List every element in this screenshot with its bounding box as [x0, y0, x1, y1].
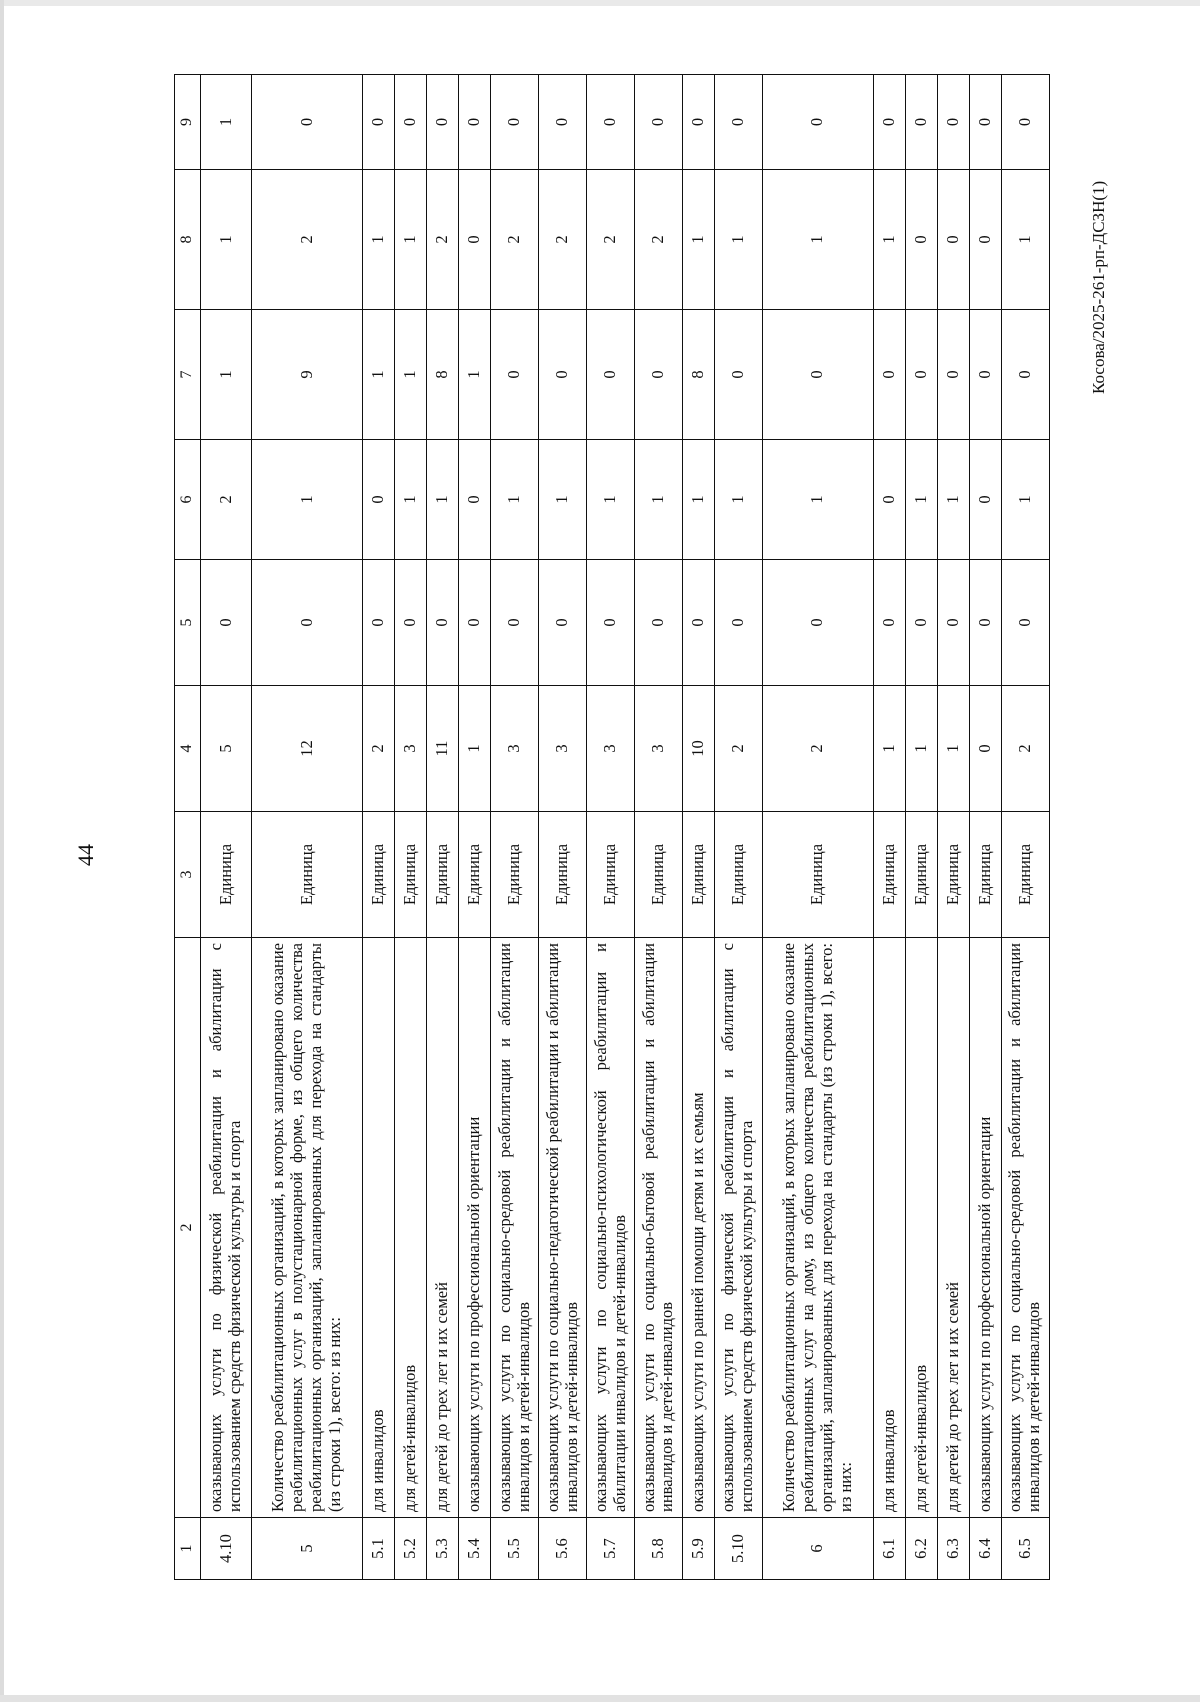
col-header-4: 4: [175, 686, 201, 812]
rotated-table-container: [174, 75, 1050, 1580]
row-name: оказывающих услуги по социально-средовой реабилитации и абилитации инвалидов и детей-инвалидов: [1001, 938, 1049, 1518]
row-code: 6.5: [1001, 1518, 1049, 1580]
footer-code-container: [1087, 180, 1111, 394]
row-name: оказывающих услуги по профессиональной ориентации: [969, 938, 1001, 1518]
row-value-col8: 2: [491, 170, 539, 310]
row-value-col5: 0: [491, 560, 539, 686]
row-code: 6.4: [969, 1518, 1001, 1580]
row-value-col5: 0: [427, 560, 459, 686]
col-header-1: 1: [175, 1518, 201, 1580]
row-value-col4: 2: [363, 686, 395, 812]
row-value-col4: 1: [459, 686, 491, 812]
row-unit: Единица: [201, 812, 252, 938]
row-value-col5: 0: [762, 560, 873, 686]
row-code: 6.1: [873, 1518, 905, 1580]
table-row: [491, 75, 539, 1580]
col-header-6: 6: [175, 440, 201, 560]
row-value-col5: 0: [395, 560, 427, 686]
row-value-col8: 2: [635, 170, 683, 310]
row-name: для инвалидов: [873, 938, 905, 1518]
row-value-col5: 0: [937, 560, 969, 686]
row-value-col5: 0: [635, 560, 683, 686]
row-value-col5: 0: [201, 560, 252, 686]
row-value-col8: 1: [762, 170, 873, 310]
row-value-col4: 2: [1001, 686, 1049, 812]
row-value-col9: 0: [937, 75, 969, 170]
scan-edge-left: [0, 0, 4, 1702]
row-code: 5.8: [635, 1518, 683, 1580]
row-value-col6: 0: [363, 440, 395, 560]
table-row: [427, 75, 459, 1580]
table-row: [714, 75, 762, 1580]
row-value-col5: 0: [539, 560, 587, 686]
row-value-col8: 0: [905, 170, 937, 310]
row-unit: Единица: [1001, 812, 1049, 938]
row-value-col6: 1: [539, 440, 587, 560]
row-unit: Единица: [873, 812, 905, 938]
row-value-col5: 0: [252, 560, 363, 686]
row-unit: Единица: [905, 812, 937, 938]
row-value-col6: 1: [252, 440, 363, 560]
row-name: для детей до трех лет и их семей: [427, 938, 459, 1518]
row-value-col6: 1: [635, 440, 683, 560]
row-value-col7: 0: [714, 310, 762, 440]
row-name: оказывающих услуги по социально-средовой реабилитации и абилитации инвалидов и детей-инвалидов: [491, 938, 539, 1518]
row-name: оказывающих услуги по социально-психологической реабилитации и абилитации инвалидов и детей-инвалидов: [587, 938, 635, 1518]
row-unit: Единица: [969, 812, 1001, 938]
row-code: 5.1: [363, 1518, 395, 1580]
row-name: оказывающих услуги по профессиональной ориентации: [459, 938, 491, 1518]
row-value-col9: 0: [539, 75, 587, 170]
row-value-col8: 0: [969, 170, 1001, 310]
row-unit: Единица: [635, 812, 683, 938]
row-value-col6: 1: [491, 440, 539, 560]
row-value-col7: 1: [363, 310, 395, 440]
row-code: 5.10: [714, 1518, 762, 1580]
row-value-col4: 10: [682, 686, 714, 812]
row-value-col9: 0: [873, 75, 905, 170]
table-row: [682, 75, 714, 1580]
row-value-col9: 0: [427, 75, 459, 170]
row-value-col9: 0: [252, 75, 363, 170]
table-row: [252, 75, 363, 1580]
row-value-col6: 0: [969, 440, 1001, 560]
col-header-9: 9: [175, 75, 201, 170]
row-value-col6: 0: [459, 440, 491, 560]
row-unit: Единица: [459, 812, 491, 938]
row-value-col7: 0: [905, 310, 937, 440]
row-name: для инвалидов: [363, 938, 395, 1518]
row-value-col8: 2: [427, 170, 459, 310]
row-value-col7: 0: [587, 310, 635, 440]
row-value-col8: 2: [587, 170, 635, 310]
data-table: [174, 74, 1050, 1580]
header-row: [175, 75, 201, 1580]
row-value-col4: 1: [905, 686, 937, 812]
row-value-col4: 1: [937, 686, 969, 812]
col-header-5: 5: [175, 560, 201, 686]
row-value-col7: 1: [201, 310, 252, 440]
row-value-col5: 0: [905, 560, 937, 686]
row-code: 5.3: [427, 1518, 459, 1580]
row-code: 6: [762, 1518, 873, 1580]
row-value-col4: 2: [714, 686, 762, 812]
col-header-8: 8: [175, 170, 201, 310]
row-unit: Единица: [252, 812, 363, 938]
row-value-col8: 1: [714, 170, 762, 310]
row-value-col5: 0: [682, 560, 714, 686]
row-value-col8: 1: [873, 170, 905, 310]
row-code: 5.9: [682, 1518, 714, 1580]
row-code: 5.5: [491, 1518, 539, 1580]
row-code: 5: [252, 1518, 363, 1580]
row-value-col6: 1: [905, 440, 937, 560]
scan-edge-bottom: [0, 1695, 1200, 1702]
row-value-col9: 0: [682, 75, 714, 170]
row-value-col4: 3: [635, 686, 683, 812]
row-value-col7: 0: [873, 310, 905, 440]
table-row: [905, 75, 937, 1580]
row-unit: Единица: [491, 812, 539, 938]
row-unit: Единица: [539, 812, 587, 938]
table-row: [539, 75, 587, 1580]
row-unit: Единица: [762, 812, 873, 938]
table-row: [363, 75, 395, 1580]
row-value-col7: 0: [969, 310, 1001, 440]
table-body: [201, 75, 1050, 1580]
row-value-col9: 0: [905, 75, 937, 170]
row-value-col7: 0: [1001, 310, 1049, 440]
row-value-col7: 0: [762, 310, 873, 440]
row-name: оказывающих услуги по социально-педагогической реабилитации и абилитации инвалидов и детей-инвалидов: [539, 938, 587, 1518]
row-value-col5: 0: [873, 560, 905, 686]
row-unit: Единица: [363, 812, 395, 938]
row-value-col4: 3: [491, 686, 539, 812]
row-name: для детей-инвалидов: [395, 938, 427, 1518]
row-value-col6: 1: [1001, 440, 1049, 560]
row-value-col4: 11: [427, 686, 459, 812]
row-code: 5.2: [395, 1518, 427, 1580]
table-row: [762, 75, 873, 1580]
row-value-col8: 1: [201, 170, 252, 310]
row-value-col7: 0: [635, 310, 683, 440]
row-value-col8: 2: [252, 170, 363, 310]
row-unit: Единица: [427, 812, 459, 938]
row-value-col4: 3: [539, 686, 587, 812]
table-row: [587, 75, 635, 1580]
row-value-col7: 1: [459, 310, 491, 440]
row-value-col7: 1: [395, 310, 427, 440]
row-value-col6: 2: [201, 440, 252, 560]
row-value-col8: 0: [459, 170, 491, 310]
row-value-col5: 0: [714, 560, 762, 686]
row-code: 6.2: [905, 1518, 937, 1580]
row-value-col6: 1: [587, 440, 635, 560]
row-value-col5: 0: [969, 560, 1001, 686]
table-row: [1001, 75, 1049, 1580]
row-code: 4.10: [201, 1518, 252, 1580]
table-row: [873, 75, 905, 1580]
row-value-col8: 1: [395, 170, 427, 310]
row-value-col8: 1: [682, 170, 714, 310]
row-name: оказывающих услуги по физической реабилитации и абилитации с использованием средств физической культуры и спорта: [201, 938, 252, 1518]
table-row: [201, 75, 252, 1580]
row-unit: Единица: [682, 812, 714, 938]
row-name: оказывающих услуги по физической реабилитации и абилитации с использованием средств физической культуры и спорта: [714, 938, 762, 1518]
row-value-col6: 1: [395, 440, 427, 560]
row-value-col6: 1: [682, 440, 714, 560]
table-row: [635, 75, 683, 1580]
row-value-col9: 0: [762, 75, 873, 170]
row-value-col9: 0: [363, 75, 395, 170]
row-name: оказывающих услуги по социально-бытовой реабилитации и абилитации инвалидов и детей-инвалидов: [635, 938, 683, 1518]
footer-code: Косова/2025-261-рп-ДСЗН(1): [1089, 180, 1108, 394]
row-value-col6: 1: [937, 440, 969, 560]
row-code: 6.3: [937, 1518, 969, 1580]
row-code: 5.4: [459, 1518, 491, 1580]
page-number: 44: [73, 844, 98, 866]
row-unit: Единица: [937, 812, 969, 938]
row-value-col4: 0: [969, 686, 1001, 812]
row-name: Количество реабилитационных организаций, в которых запланировано оказание реабилитационных услуг на дому, из общего количества реабилитационных организаций, запланированных для перехода на стандарты (из строки 1), всего: из них:: [762, 938, 873, 1518]
row-name: оказывающих услуги по ранней помощи детям и их семьям: [682, 938, 714, 1518]
scan-edge-top: [0, 0, 1200, 6]
row-name: Количество реабилитационных организаций, в которых запланировано оказание реабилитационных услуг в полустационарной форме, из общего количества реабилитационных организаций, запланированных для перехода на стандарты (из строки 1), всего: из них:: [252, 938, 363, 1518]
row-value-col4: 12: [252, 686, 363, 812]
row-value-col6: 0: [873, 440, 905, 560]
row-unit: Единица: [714, 812, 762, 938]
row-unit: Единица: [395, 812, 427, 938]
col-header-3: 3: [175, 812, 201, 938]
row-value-col9: 1: [201, 75, 252, 170]
row-value-col9: 0: [587, 75, 635, 170]
row-value-col7: 8: [682, 310, 714, 440]
row-code: 5.6: [539, 1518, 587, 1580]
row-value-col7: 0: [491, 310, 539, 440]
table-row: [459, 75, 491, 1580]
row-value-col6: 1: [427, 440, 459, 560]
row-value-col9: 0: [395, 75, 427, 170]
row-value-col5: 0: [1001, 560, 1049, 686]
row-value-col4: 3: [395, 686, 427, 812]
row-value-col4: 5: [201, 686, 252, 812]
row-unit: Единица: [587, 812, 635, 938]
row-value-col5: 0: [587, 560, 635, 686]
row-value-col7: 9: [252, 310, 363, 440]
row-value-col8: 1: [363, 170, 395, 310]
row-value-col4: 2: [762, 686, 873, 812]
row-name: для детей-инвалидов: [905, 938, 937, 1518]
row-value-col8: 2: [539, 170, 587, 310]
row-value-col9: 0: [459, 75, 491, 170]
row-value-col5: 0: [459, 560, 491, 686]
row-value-col7: 0: [937, 310, 969, 440]
row-value-col9: 0: [1001, 75, 1049, 170]
row-value-col8: 1: [1001, 170, 1049, 310]
row-name: для детей до трех лет и их семей: [937, 938, 969, 1518]
row-value-col7: 0: [539, 310, 587, 440]
row-value-col9: 0: [635, 75, 683, 170]
row-value-col4: 3: [587, 686, 635, 812]
row-value-col7: 8: [427, 310, 459, 440]
row-value-col9: 0: [491, 75, 539, 170]
row-value-col8: 0: [937, 170, 969, 310]
row-value-col6: 1: [762, 440, 873, 560]
row-value-col5: 0: [363, 560, 395, 686]
row-value-col4: 1: [873, 686, 905, 812]
row-code: 5.7: [587, 1518, 635, 1580]
col-header-7: 7: [175, 310, 201, 440]
row-value-col9: 0: [714, 75, 762, 170]
row-value-col9: 0: [969, 75, 1001, 170]
col-header-2: 2: [175, 938, 201, 1518]
table-row: [395, 75, 427, 1580]
table-row: [937, 75, 969, 1580]
row-value-col6: 1: [714, 440, 762, 560]
table-row: [969, 75, 1001, 1580]
